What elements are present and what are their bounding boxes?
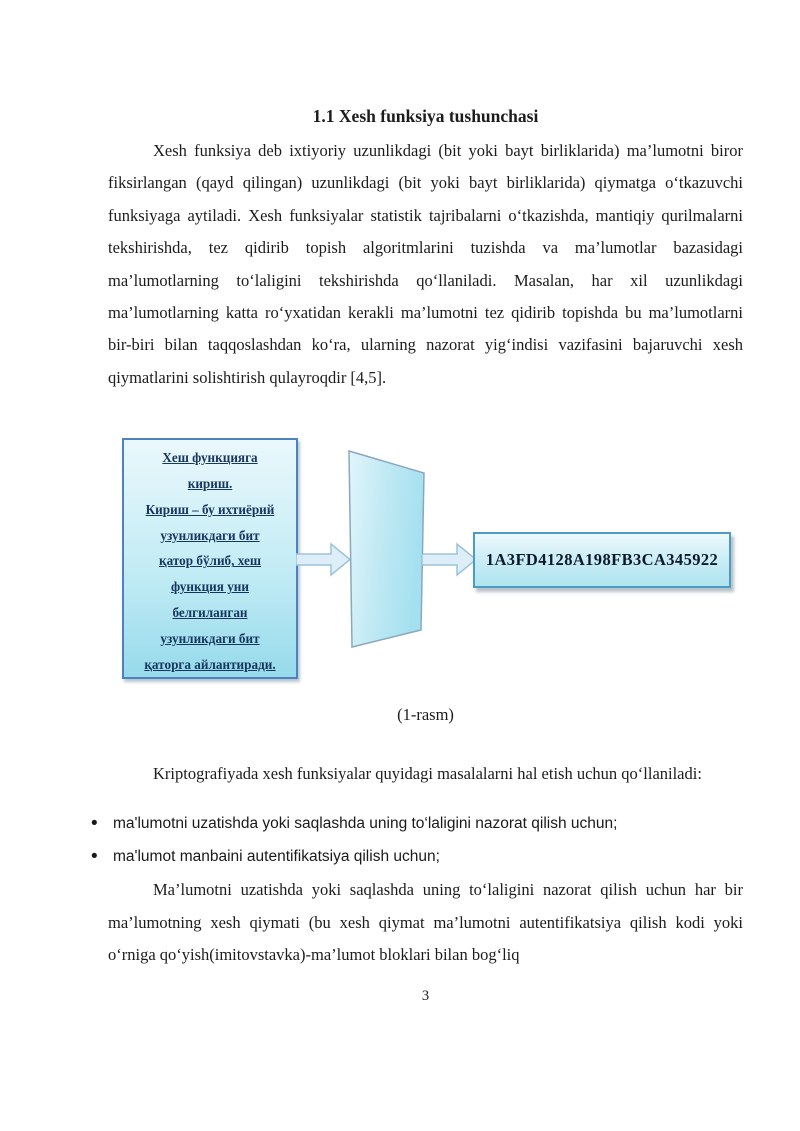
body-paragraph-1: Xesh funksiya deb ixtiyoriy uzunlikdagi (bit yoki bayt birliklarida) ma’lumotni biror fiksirlangan (qayd qilingan) uzunlikdagi (bit yoki bayt birliklarida) qiymatga o‘tkazuvchi funksiyaga aytiladi. Xesh funksiyalar statistik tajribalarni o‘tkazishda, mantiqiy qurilmalarni tekshirishda, tez qidirib topish algoritmlarini tuzishda va ma’lumotlar bazasidagi ma’lumotlarning to‘laligini tekshirishda qo‘llaniladi. Masalan, har xil uzunlikdagi ma’lumotlarning katta ro‘yxatidan kerakli ma’lumotni tez qidirib topishda bu ma’lumotlarni bir-biri bilan taqqoslashdan ko‘ra, ularning nazorat yig‘indisi vazifasini bajaruvchi xesh qiymatlarini solishtirish qulayroqdir [4,5].	[108, 141, 743, 387]
diagram-input-line: қаторга айлантиради.	[144, 656, 276, 672]
hash-value: 1A3FD4128A198FB3CA345922	[485, 550, 719, 570]
bullet-list	[90, 807, 743, 873]
hash-output-box	[473, 532, 731, 588]
hash-function-diagram	[108, 438, 743, 678]
diagram-input-box	[122, 438, 298, 679]
diagram-input-line: қатор бўлиб, хеш	[158, 553, 261, 569]
diagram-input-line: Хеш функцияга	[162, 450, 258, 466]
page-content	[108, 104, 743, 1005]
hash-function-shape	[346, 448, 428, 652]
diagram-input-line: узунликдаги бит	[160, 630, 260, 646]
right-block-arrow-icon	[296, 542, 352, 577]
diagram-input-line: узунликдаги бит	[160, 527, 260, 543]
page-number: 3	[421, 987, 430, 1004]
figure-caption: (1-rasm)	[397, 705, 454, 725]
body-paragraph-3: Ma’lumotni uzatishda yoki saqlashda uning to‘laligini nazorat qilish uchun har bir ma’lumotning xesh qiymati (bu xesh qiymat ma’lumotni autentifikatsiya qilish kodi yoki o‘rniga qo‘yish(imitovstavka)-ma’lumot bloklari bilan bog‘liq	[108, 880, 743, 964]
body-paragraph-2: Kriptografiyada xesh funksiyalar quyidagi masalalarni hal etish uchun qo‘llaniladi:	[153, 764, 702, 784]
diagram-input-line: кириш.	[187, 476, 233, 492]
diagram-input-line: Кириш – бу ихтиёрий	[145, 501, 275, 517]
section-heading: 1.1 Xesh funksiya tushunchasi	[312, 106, 539, 126]
right-block-arrow-icon	[422, 542, 478, 577]
diagram-input-line: функция уни	[170, 579, 249, 595]
bullet-item: • ma'lumotni uzatishda yoki saqlashda uning to‘laligini nazorat qilish uchun;	[90, 807, 743, 840]
diagram-input-line: белгиланган	[172, 605, 248, 621]
bullet-item: • ma'lumot manbaini autentifikatsiya qilish uchun;	[90, 840, 743, 873]
